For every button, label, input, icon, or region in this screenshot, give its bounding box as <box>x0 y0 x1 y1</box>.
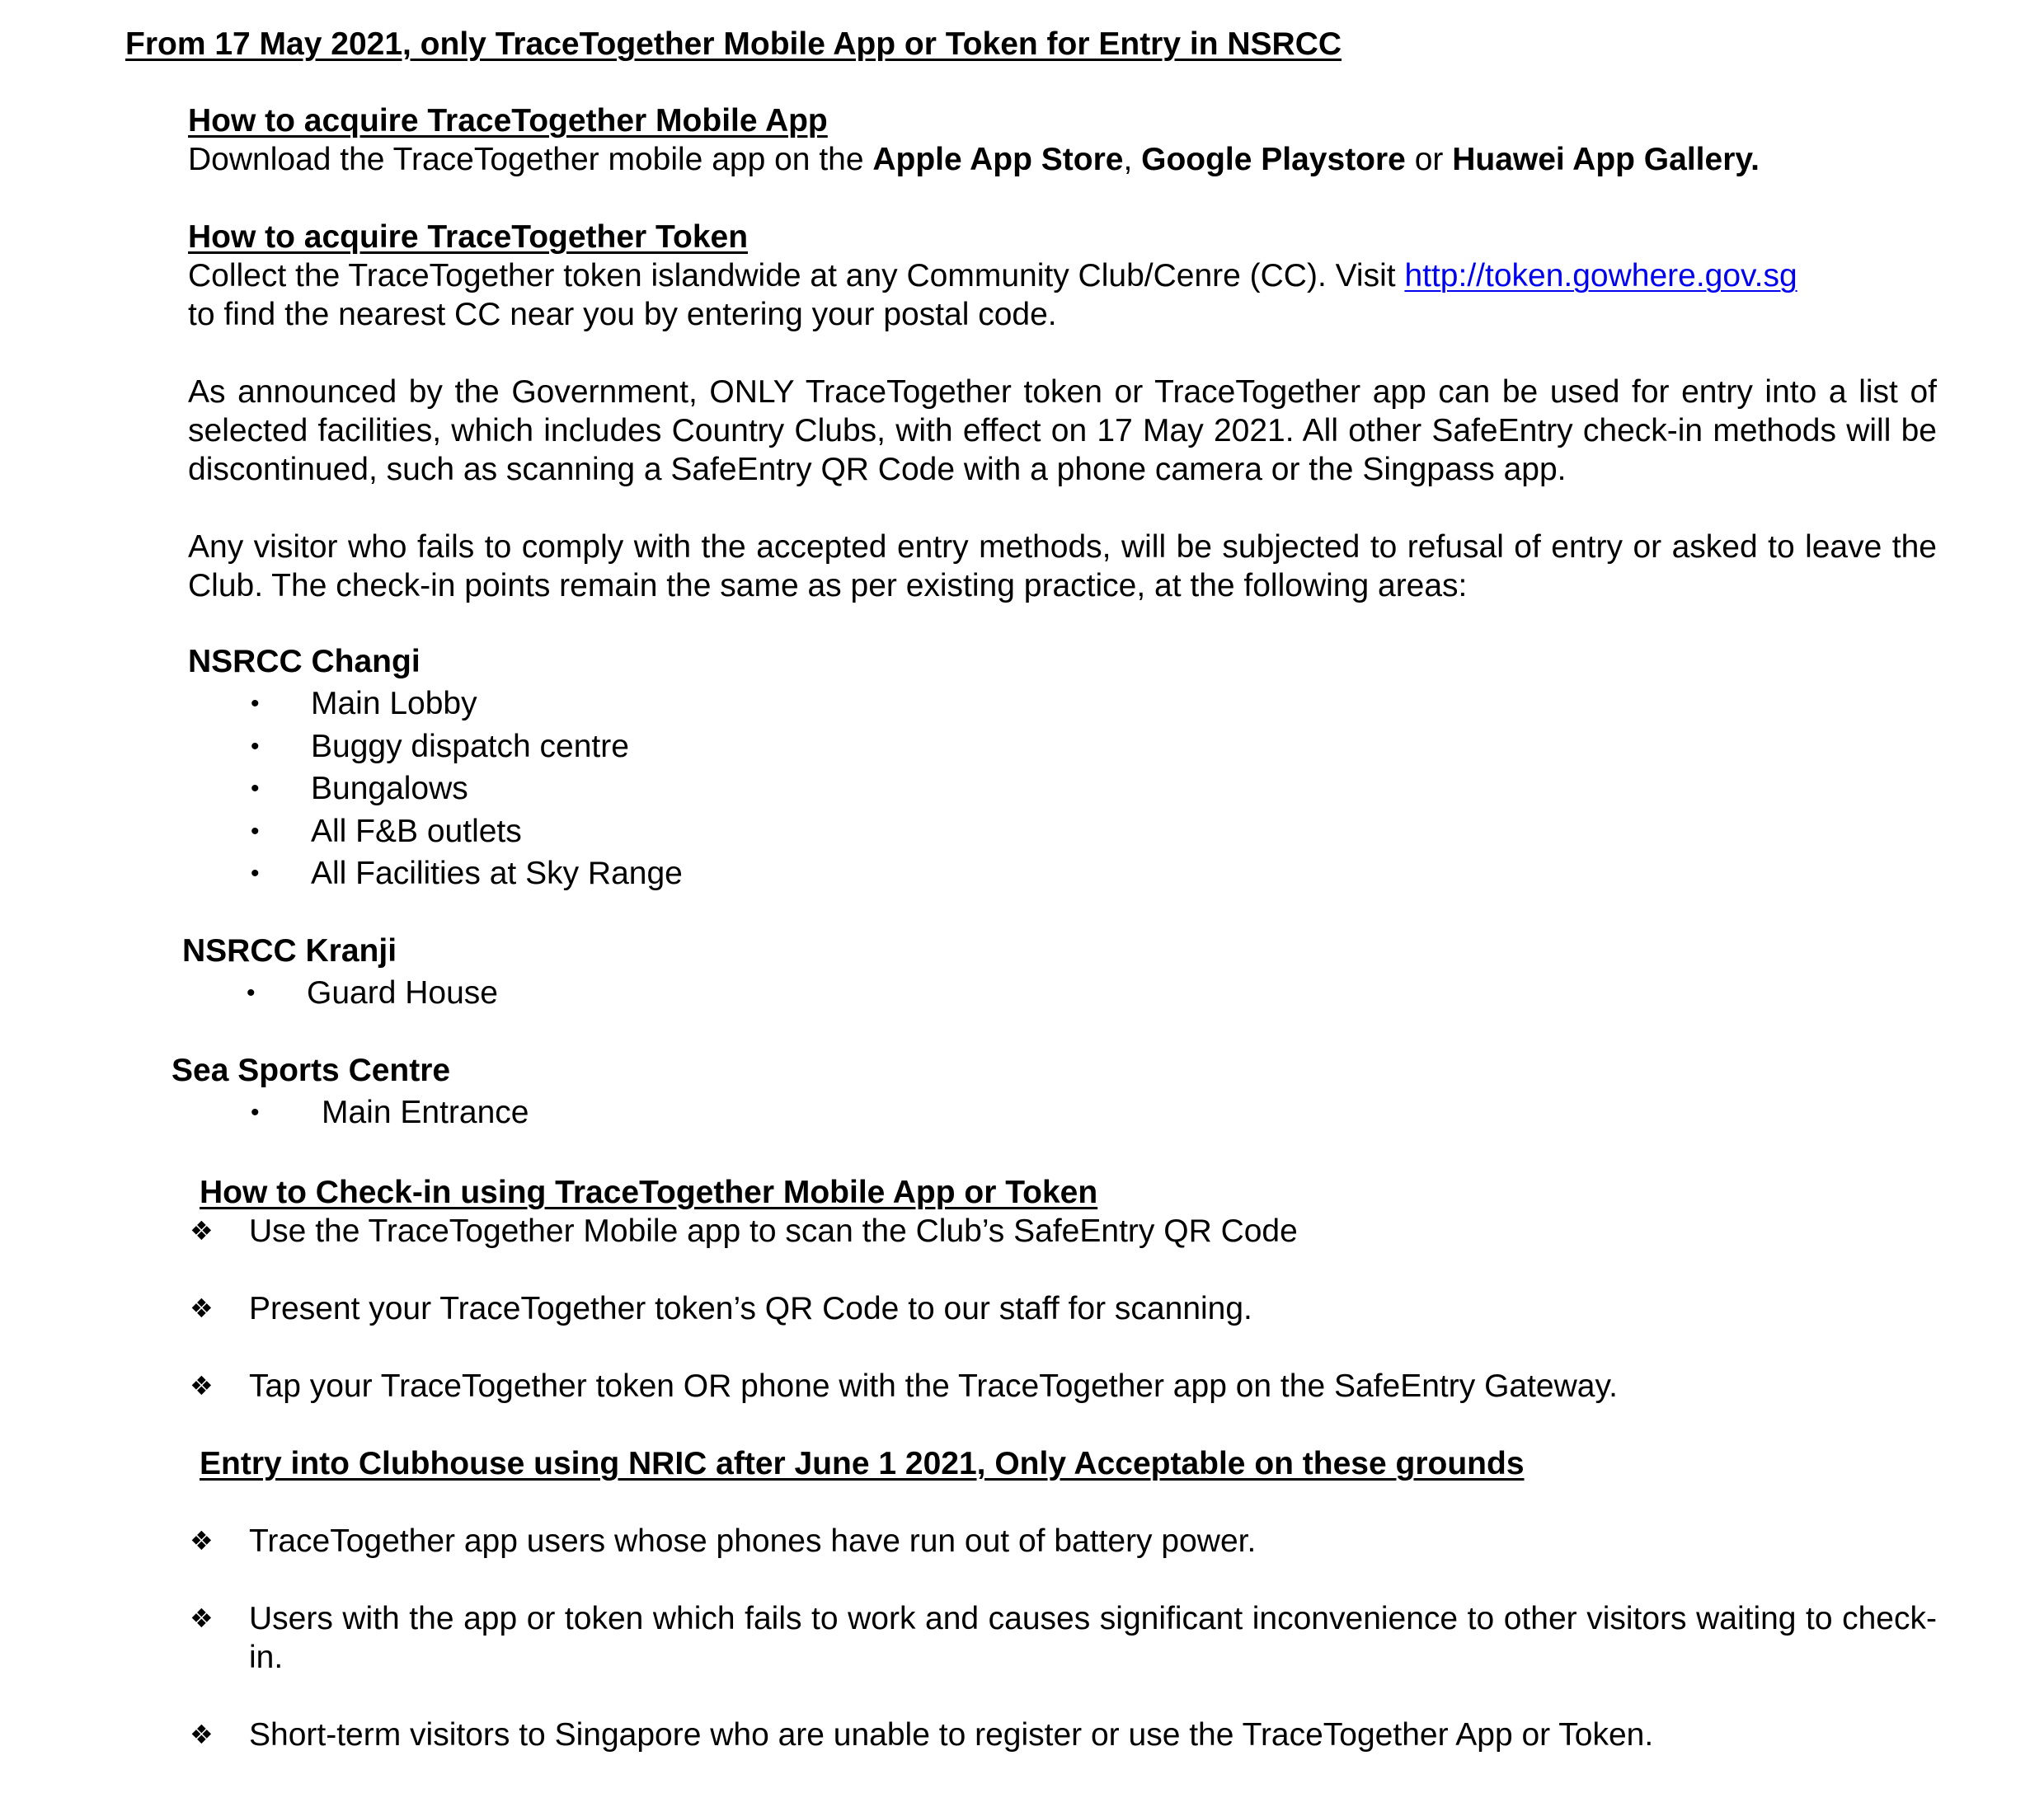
list-item: Buggy dispatch centre <box>311 729 629 764</box>
bullet-icon: • <box>251 733 260 760</box>
bullet-icon: • <box>251 818 260 845</box>
token-section-heading: How to acquire TraceTogether Token <box>188 219 749 255</box>
diamond-bullet-icon: ❖ <box>190 1216 214 1246</box>
diamond-bullet-icon: ❖ <box>190 1720 214 1749</box>
announcement-paragraph: As announced by the Government, ONLY TraceTogether token or TraceTogether app can be used for entry into a list of selected facilities, which includes Country Clubs, with effect on 17 May 2021. All other SafeEntry check-in methods will be discontinued, such as scanning a SafeEntry QR Code with a phone camera or the Singpass app. <box>188 374 1937 487</box>
list-item: TraceTogether app users whose phones have run out of battery power. <box>249 1523 1257 1559</box>
apple-app-store: Apple App Store <box>872 142 1124 177</box>
location-changi-heading: NSRCC Changi <box>188 644 421 679</box>
comma-separator: , <box>1123 142 1142 177</box>
list-item: Tap your TraceTogether token OR phone with the TraceTogether app on the SafeEntry Gateway. <box>249 1368 1618 1404</box>
list-item: All F&B outlets <box>311 814 522 849</box>
list-item: Main Entrance <box>322 1095 529 1130</box>
page-title: From 17 May 2021, only TraceTogether Mobile App or Token for Entry in NSRCC <box>125 26 1342 62</box>
nric-heading: Entry into Clubhouse using NRIC after June 1 2021, Only Acceptable on these grounds <box>200 1446 1525 1481</box>
token-section-line-1 <box>188 256 1797 295</box>
list-item: Bungalows <box>311 771 468 806</box>
token-gowhere-link[interactable]: http://token.gowhere.gov.sg <box>1404 258 1797 293</box>
list-item: Use the TraceTogether Mobile app to scan the Club’s SafeEntry QR Code <box>249 1213 1298 1249</box>
app-section-text <box>188 140 1760 179</box>
bullet-icon: • <box>251 775 260 802</box>
token-collect-text: Collect the TraceTogether token islandwide at any Community Club/Cenre (CC). Visit <box>188 258 1405 293</box>
app-section-heading: How to acquire TraceTogether Mobile App <box>188 103 828 138</box>
compliance-paragraph: Any visitor who fails to comply with the accepted entry methods, will be subjected to refusal of entry or asked to leave the Club. The check-in points remain the same as per existing practice, at the following areas: <box>188 529 1937 603</box>
list-item: Present your TraceTogether token’s QR Code to our staff for scanning. <box>249 1291 1252 1326</box>
list-item: Guard House <box>307 975 498 1011</box>
location-kranji-heading: NSRCC Kranji <box>182 933 397 969</box>
checkin-heading: How to Check-in using TraceTogether Mobile App or Token <box>200 1175 1098 1210</box>
diamond-bullet-icon: ❖ <box>190 1293 214 1323</box>
list-item: Short-term visitors to Singapore who are unable to register or use the TraceTogether App or Token. <box>249 1717 1654 1753</box>
google-playstore: Google Playstore <box>1141 142 1406 177</box>
bullet-icon: • <box>251 860 260 887</box>
diamond-bullet-icon: ❖ <box>190 1603 214 1633</box>
bullet-icon: • <box>251 690 260 717</box>
app-download-text: Download the TraceTogether mobile app on the <box>188 142 873 177</box>
bullet-icon: • <box>251 1099 260 1126</box>
list-item: Main Lobby <box>311 686 477 721</box>
location-sea-sports-heading: Sea Sports Centre <box>172 1053 451 1088</box>
list-item: All Facilities at Sky Range <box>311 856 683 891</box>
token-section-line-2: to find the nearest CC near you by entering your postal code. <box>188 297 1057 332</box>
list-item: Users with the app or token which fails to work and causes significant inconvenience to other visitors waiting to check-in. <box>249 1601 1937 1675</box>
bullet-icon: • <box>247 979 256 1007</box>
huawei-app-gallery: Huawei App Gallery. <box>1452 142 1760 177</box>
diamond-bullet-icon: ❖ <box>190 1371 214 1401</box>
diamond-bullet-icon: ❖ <box>190 1526 214 1556</box>
or-separator: or <box>1405 142 1453 177</box>
